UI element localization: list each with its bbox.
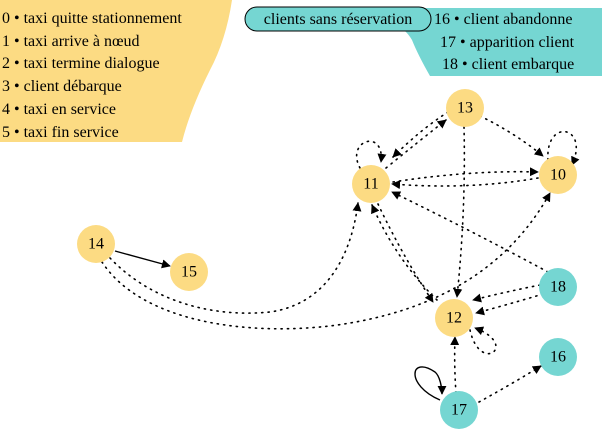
- edge-12-11: [372, 205, 437, 300]
- node-18-label: 18: [550, 278, 566, 296]
- edge-18-12-lower: [476, 294, 543, 313]
- edge-17-17: [415, 367, 442, 400]
- node-16[interactable]: [539, 338, 577, 376]
- edge-14-11: [110, 203, 358, 313]
- node-12-label: 12: [446, 309, 462, 327]
- edge-14-15: [115, 251, 170, 266]
- legend-client-item-17: 17 • apparition client: [440, 34, 575, 51]
- node-16-label: 16: [550, 348, 566, 366]
- node-15[interactable]: [170, 253, 208, 291]
- edge-18-11: [392, 192, 548, 272]
- legend-taxi-item-3: 3 • client débarque: [2, 78, 122, 95]
- edge-13-10: [480, 116, 543, 156]
- edge-17-12: [455, 337, 456, 393]
- edge-11-10: [393, 172, 538, 182]
- node-10-label: 10: [550, 166, 566, 184]
- legend-client-item-18: 18 • client embarque: [442, 56, 575, 73]
- legend-taxi-item-2: 2 • taxi termine dialogue: [2, 55, 160, 72]
- edge-11-11: [357, 141, 382, 168]
- edge-13-12: [457, 127, 464, 297]
- node-14-label: 14: [88, 235, 104, 253]
- node-11[interactable]: [352, 165, 390, 203]
- node-14[interactable]: [77, 225, 115, 263]
- node-17-label: 17: [451, 401, 467, 419]
- legend-client-title: clients sans réservation: [263, 11, 413, 28]
- legend-taxi-item-1: 1 • taxi arrive à nœud: [2, 33, 140, 50]
- legend-client: [245, 7, 602, 76]
- edge-14-10: [102, 193, 550, 329]
- node-17[interactable]: [440, 391, 478, 429]
- edge-13-11: [393, 112, 448, 157]
- legend-taxi-item-4: 4 • taxi en service: [2, 101, 116, 118]
- legend-taxi: [0, 0, 232, 142]
- node-13[interactable]: [446, 89, 484, 127]
- legend-client-item-16: 16 • client abandonne: [434, 11, 573, 28]
- node-15-label: 15: [181, 263, 197, 281]
- edge-12-12: [470, 328, 496, 354]
- legend-taxi-item-0: 0 • taxi quitte stationnement: [2, 10, 182, 27]
- edge-17-16: [479, 366, 541, 402]
- edge-11-12: [378, 204, 433, 302]
- legend-taxi-item-5: 5 • taxi fin service: [2, 124, 119, 141]
- node-18[interactable]: [539, 268, 577, 306]
- edge-11-13: [386, 120, 446, 168]
- edges: [102, 112, 576, 402]
- node-10[interactable]: [539, 156, 577, 194]
- node-12[interactable]: [435, 299, 473, 337]
- node-11-label: 11: [363, 175, 379, 193]
- node-13-label: 13: [457, 99, 473, 117]
